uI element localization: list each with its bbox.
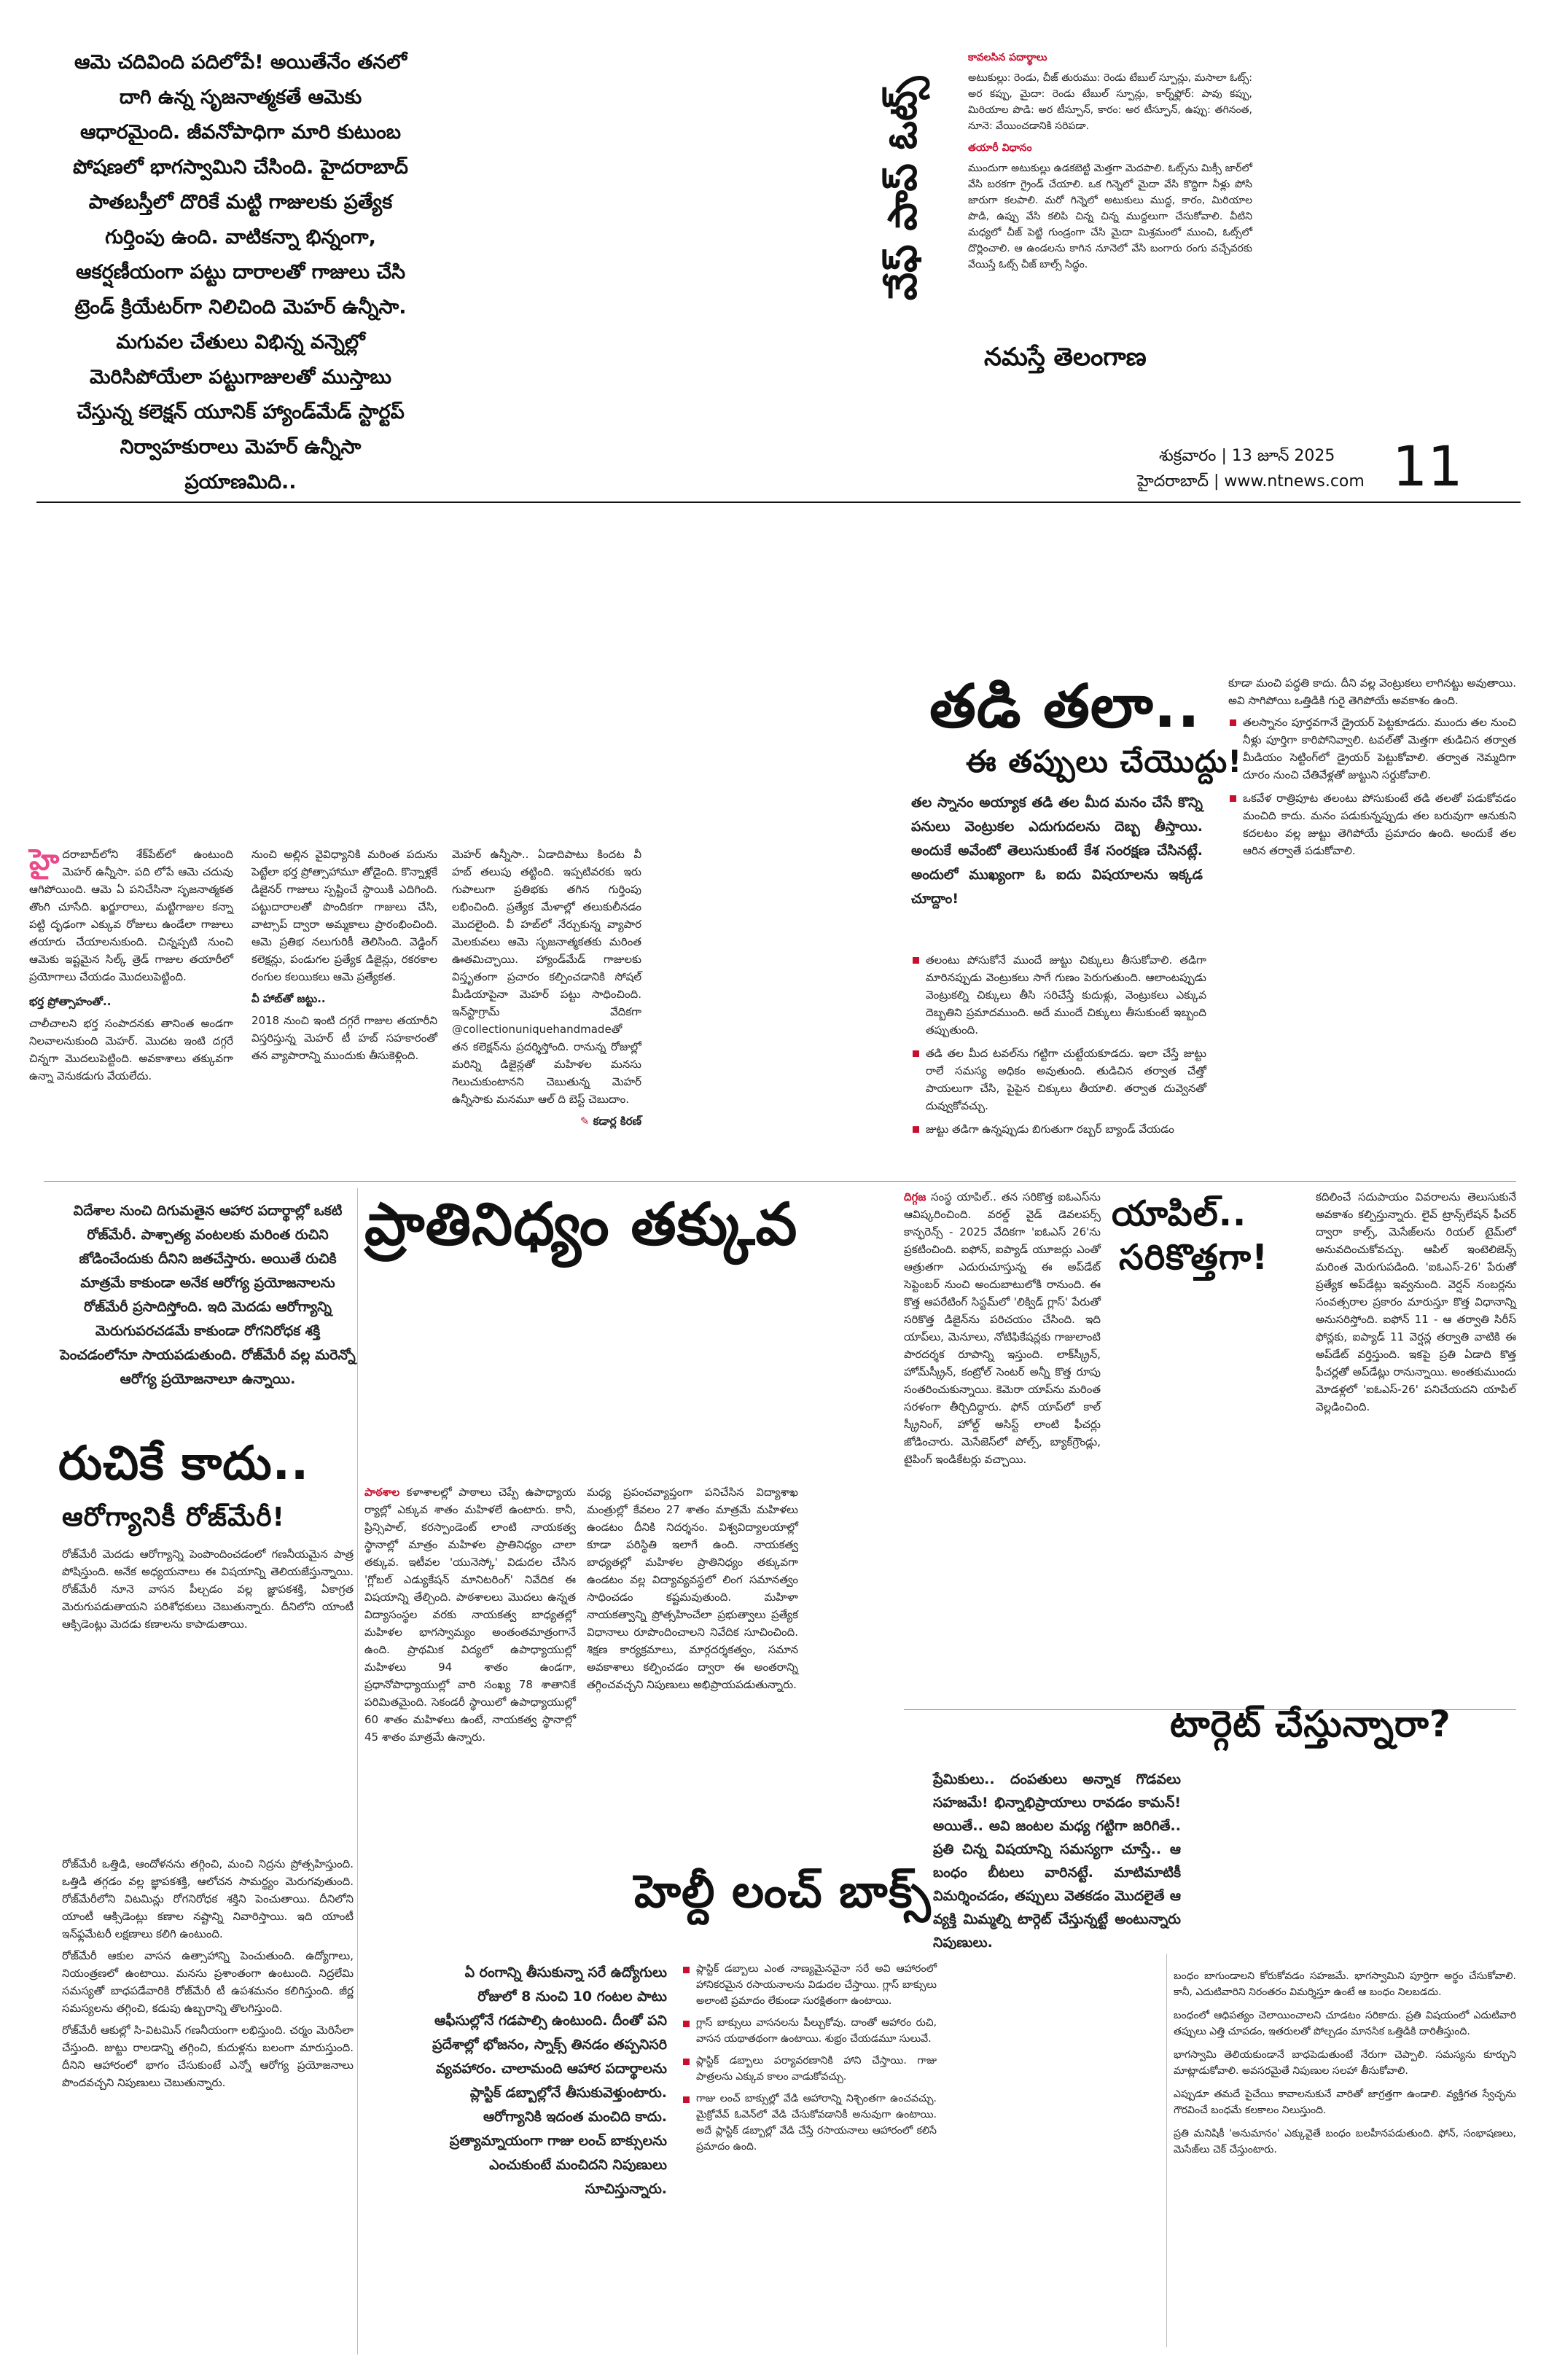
meher-col1-text xyxy=(29,843,233,986)
hair-bullet-4: తలస్నానం పూర్తవగానే డ్రైయర్ పెట్టకూడదు. ముందు తల నుంచి నీళ్లు పూర్తిగా కారిపోనివ్వాలి. టవల్‌తో మెత్తగా తుడిచిన తర్వాత మీడియం సెట్టింగ్‌లో డ్రైయర్ పెట్టుకోవాలి. తర్వాత నెమ్మదిగా దూరం నుంచి చేతివేళ్లతో జుట్టుని సర్దుకోవాలి. xyxy=(1228,714,1516,784)
lunch-bullet-4: గాజు లంచ్ బాక్సుల్లో వేడి ఆహారాన్ని నిశ్చింతగా ఉంచవచ్చు. మైక్రోవేవ్ ఓవెన్‌లో వేడి చేసుకోవడానికీ అనువుగా ఉంటాయి. అదే ప్లాస్టిక్ డబ్బాల్లో వేడి చేస్తే రసాయనాలు ఆహారంలో కలిసే ప్రమాదం ఉంది. xyxy=(682,2091,937,2155)
pen-icon: ✎ xyxy=(580,1115,593,1128)
method-text: ముందుగా అటుకుల్లు ఉడకబెట్టి మెత్తగా మెదపాలి. ఓట్స్‌ను మిక్సీ జార్‌లో వేసి బరకగా గ్రైండ్ చేయాలి. ఒక గిన్నెలో మైదా వేసి కొద్దిగా నీళ్లు పోసి జారుగా కలపాలి. మరో గిన్నెలో అటుకులు ముద్ద, కారం, మిరియాల పొడి, ఉప్పు వేసి కలిపి చిన్న చిన్న ముద్దలుగా చేసుకోవాలి. వీటిని మధ్యలో చీజ్ పెట్టి గుండ్రంగా చేసి మైదా మిశ్రమంలో ముంచి, ఓట్స్‌లో దొర్లించాలి. ఆ ఉండలను కాగిన నూనెలో వేసి బంగారు రంగు వచ్చేవరకు వేయిస్తే ఓట్స్ చీజ్ బాల్స్ సిద్ధం. xyxy=(968,163,1252,270)
meher-col1-body: దరాబాద్‌లోని శేక్‌పేట్‌లో ఉంటుంది మెహర్ ఉన్నీసా. పది లోపే ఆమె చదువు ఆగిపోయింది. ఆమె ఏ పనిచేసినా సృజనాత్మకత తొంగి చూసేది. ఖర్జూరాలు, మట్టిగాజుల కన్నా పట్టి దృఢంగా ఎక్కువ రోజులు ఉండేలా గాజులు తయారు చేయాలనుకుంది. చిన్నప్పటి నుంచి ఆమెకు ఇష్టమైన సిల్క్ త్రెడ్ గాజుల తయారీలో ప్రయోగాలు చేయడం మొదలుపెట్టింది. xyxy=(29,848,233,983)
apple-c2: కదిలించే సదుపాయం వివరాలను తెలుసుకునే అవకాశం కల్పిస్తున్నారు. లైవ్ ట్రాన్స్‌లేషన్ ఫీచర్ ద్వారా కాల్స్, మెసేజ్‌లను రియల్ టైమ్‌లో అనువదించుకోవచ్చు. ఆపిల్ ఇంటెలిజెన్స్ మరింత మెరుగుపడింది. 'ఐఓఎస్-26' పేరుతో ప్రత్యేక అప్‌డేట్లు ఇవ్వనుంది. వెర్షన్ నంబర్లను సంవత్సరాల ప్రకారం మారుస్తూ కొత్త విధానాన్ని అనుసరిస్తోంది. ఐఫోన్ 11 - ఆ తర్వాతి సిరీస్ ఫోన్లకు, ఐప్యాడ్ 11 వెర్షన్ల తర్వాతి వాటికి ఈ అప్‌డేట్ వర్తిస్తుంది. ఇకపై ప్రతి ఏడాది కొత్త ఫీచర్లతో అప్‌డేట్లు రానున్నాయి. అంతకుముందు మోడళ్లలో 'ఐఓఎస్-26' పనిచేయదని యాపిల్ వెల్లడించింది. xyxy=(1316,1190,1516,1413)
target-c5: ప్రతి మనిషికీ 'అనుమానం' ఎక్కువైతే బంధం బలహీనపడుతుంది. ఫోన్, సంభాషణలు, మెసేజ్‌లు చెక్ చేస్తుంటారు. xyxy=(1174,2128,1516,2155)
meher-col-1 xyxy=(29,843,233,1089)
rosemary-p4: రోజ్‌మేరీ ఆకుల్లో సి-విటమిన్ గణనీయంగా లభిస్తుంది. చర్మం మెరిసేలా చేస్తుంది. జుట్టు రాలడాన్ని తగ్గించి, కుదుళ్లను బలంగా మారుస్తుంది. దీనిని ఆహారంలో భాగం చేసుకుంటే ఎన్నో ఆరోగ్య ప్రయోజనాలు పొందవచ్చని నిపుణులు చెబుతున్నారు. xyxy=(62,2024,354,2089)
hair-lead: తల స్నానం అయ్యాక తడి తల మీద మనం చేసే కొన్ని పనులు వెంట్రుకల ఎదుగుదలను దెబ్బ తీస్తాయి. అందుకే అవేంటో తెలుసుకుంటే కేశ సంరక్షణ చేసినట్లే. అందులో ముఖ్యంగా ఓ ఐదు విషయాలను ఇక్కడ చూద్దాం! xyxy=(911,795,1203,907)
women-col-1 xyxy=(364,1483,576,1750)
divider-right xyxy=(1166,1954,1167,2347)
hair-bullet-1: తలంటు పోసుకోనే ముందే జుట్టు చిక్కులు తీసుకోవాలి. తడిగా మారినప్పుడు వెంట్రుకలు సాగే గుణం పెరుగుతుంది. ఆలాంటప్పుడు వెంట్రుకల్ని చిక్కులు తీసి సరిచేస్తే కుదుళ్లు, వెంట్రుకలు ఎక్కువ దెబ్బతిని ప్రమాదముంది. అదే ముందే చిక్కులు తీసుకుంటే ఇబ్బంది తప్పుతుంది. xyxy=(911,951,1206,1039)
recipe-title-text: వేఫ్ పాప్ ఓట్స్ xyxy=(879,76,926,301)
target-col-1 xyxy=(1174,1968,1516,2162)
apple-title-1: యాపిల్.. xyxy=(1112,1193,1247,1234)
apple-c1-body: సంస్థ యాపిల్.. తన సరికొత్త ఐఓఎస్‌ను ఆవిష్కరించింది. వరల్డ్ వైడ్ డెవలపర్స్ కాన్ఫరెన్స్ - 2025 వేదికగా 'ఐఓఎస్ 26'ను ప్రకటించింది. ఐఫోన్, ఐప్యాడ్ యూజర్లు ఎంతో ఆత్రుతగా ఎదురుచూస్తున్న ఈ అప్‌డేట్ సెప్టెంబర్ నుంచి అందుబాటులోకి రానుంది. ఈ కొత్త ఆపరేటింగ్ సిస్టమ్‌లో 'లిక్విడ్ గ్లాస్' పేరుతో సరికొత్త డిజైన్‌ను పరిచయం చేసింది. ఇది యాప్‌లు, మెనూలు, నోటిఫికేషన్లకు గాజులాంటి పారదర్శక రూపాన్ని ఇస్తుంది. లాక్‌స్క్రీన్, హోమ్‌స్క్రీన్, కంట్రోల్ సెంటర్ అన్నీ కొత్త రూపు సంతరించుకున్నాయి. కెమెరా యాప్‌ను మరింత సరళంగా తీర్చిదిద్దారు. ఫోన్ యాప్‌లో కాల్ స్క్రీనింగ్, హోల్డ్ అసిస్ట్ లాంటి ఫీచర్లు జోడించారు. మెసేజెస్‌లో పోల్స్, బ్యాక్‌గ్రౌండ్లు, టైపింగ్ ఇండికేటర్లు వచ్చాయి. xyxy=(904,1190,1101,1466)
hair-bullet-2: తడి తల మీద టవల్‌ను గట్టిగా చుట్టేయకూడదు. ఇలా చేస్తే జుట్టు రాలే సమస్య అధికం అవుతుంది. తుడిచిన తర్వాత చేత్తో పాయలుగా చేసి, పైపైన చిక్కులు తీయాలి. తర్వాత దువ్వెనతో దువ్వుకోవచ్చు. xyxy=(911,1045,1206,1115)
target-c1: బంధం బాగుండాలని కోరుకోవడం సహజమే. భాగస్వామిని పూర్తిగా అర్థం చేసుకోవాలి. కానీ, ఎదుటివారిని నిరంతరం విమర్శిస్తూ ఉంటే ఆ బంధం నిలబడదు. xyxy=(1174,1970,1516,1998)
header-date: శుక్రవారం | 13 జూన్ 2025 xyxy=(1159,447,1335,465)
mid-rule-right xyxy=(911,1181,1516,1182)
lunch-bullet-2: గ్లాస్ బాక్సులు వాసనలను పీల్చుకోవు. దాంతో ఆహారం రుచి, వాసన యథాతథంగా ఉంటాయి. శుభ్రం చేయడమూ సులువే. xyxy=(682,2015,937,2047)
rosemary-title-1: రుచికే కాదు.. xyxy=(58,1437,310,1491)
meher-sub1: భర్త ప్రోత్సాహంతో.. xyxy=(29,995,112,1008)
women-c1 xyxy=(364,1483,576,1746)
lunch-bullet-3: ప్లాస్టిక్ డబ్బాలు పర్యావరణానికి హాని చేస్తాయి. గాజు పాత్రలను ఎక్కువ కాలం వాడుకోవచ్చు. xyxy=(682,2053,937,2085)
women-c1-body: కళాశాలల్లో పాఠాలు చెప్పే ఉపాధ్యాయ ర్యాల్లో ఎక్కువ శాతం మహిళలే ఉంటారు. కానీ, ప్రిన్సిపాల్, కరస్పాండెంట్ లాంటి నాయకత్వ స్థానాల్లో మాత్రం మహిళల ప్రాతినిధ్యం చాలా తక్కువ. ఇటీవల 'యునెస్కో' విడుదల చేసిన 'గ్లోబల్ ఎడ్యుకేషన్ మానిటరింగ్' నివేదిక ఈ విషయాన్ని తేల్చింది. పాఠశాలలు మొదలు ఉన్నత విద్యాసంస్థల వరకు నాయకత్వ బాధ్యతల్లో మహిళల భాగస్వామ్యం అంతంతమాత్రంగానే ఉంది. ప్రాథమిక విద్యలో ఉపాధ్యాయుల్లో మహిళలు 94 శాతం ఉండగా, ప్రధానోపాధ్యాయుల్లో వారి సంఖ్య 78 శాతానికే పరిమితమైంది. సెకండరీ స్థాయిలో ఉపాధ్యాయుల్లో 60 శాతం మహిళలు ఉంటే, నాయకత్వ స్థానాల్లో 45 శాతం మాత్రమే ఉన్నారు. xyxy=(364,1486,576,1744)
meher-author xyxy=(452,1112,641,1130)
lunch-bullet-1: ప్లాస్టిక్ డబ్బాలు ఎంత నాణ్యమైనవైనా సరే అవి ఆహారంలో హానికరమైన రసాయనాలను విడుదల చేస్తాయి. గ్లాస్ బాక్సులు అలాంటి ప్రమాదం లేకుండా సురక్షితంగా ఉంటాయి. xyxy=(682,1961,937,2009)
recipe-body xyxy=(968,50,1252,277)
meher-col3-text: మెహర్ ఉన్నీసా.. ఏడాదిపాటు కిందట వీ హబ్ తలుపు తట్టింది. ఇప్పటివరకు ఇరు గుపాలుగా ప్రతిభకు తగిన గుర్తింపు లభించింది. ప్రత్యేక మేళాల్లో తలుకులీనడం మొదలైంది. వీ హబ్‌లో నేర్చుకున్న వ్యాపార మెలకువలు ఆమె సృజనాత్మకతకు మరింత ఊతమిచ్చాయి. హ్యాండ్‌మేడ్ గాజులకు విస్తృతంగా ప్రచారం కల్పించడానికి సోషల్ మీడియాపైనా మెహర్ పట్టు సాధించింది. ఇన్‌స్టాగ్రామ్ వేదికగా @collectionuniquehandmadeతో తన కలెక్షన్‌ను ప్రదర్శిస్తోంది. రానున్న రోజుల్లో మరిన్ని డిజైన్లతో మహిళల మనసు గెలుచుకుంటానని చెబుతున్న మెహర్ ఉన్నీసాకు మనమూ ఆల్ ది బెస్ట్ చెబుదాం. xyxy=(452,848,641,1106)
ingredients-text: అటుకుల్లు: రెండు, చీజ్ తురుము: రెండు టేబుల్ స్పూన్లు, మసాలా ఓట్స్: అర కప్పు, మైదా: రెండు టేబుల్ స్పూన్లు, కార్న్‌ఫ్లోర్: పావు కప్పు, మిరియాల పొడి: అర టీస్పూన్, కారం: అర టీస్పూన్, ఉప్పు: తగినంత, నూనె: వేయించడానికి సరిపడా. xyxy=(968,72,1252,132)
target-c3: భాగస్వామి తెలియకుండానే బాధపెడుతుంటే నేరుగా చెప్పాలి. సమస్యను కూర్చుని మాట్లాడుకోవాలి. అవసరమైతే నిపుణుల సలహా తీసుకోవాలి. xyxy=(1174,2049,1516,2077)
divider-left xyxy=(357,1188,358,2354)
rosemary-body-1 xyxy=(62,1545,354,1637)
header-site: హైదరాబాద్ | www.ntnews.com xyxy=(1137,472,1365,491)
apple-col-1 xyxy=(904,1188,1101,1472)
dropcap: హై xyxy=(29,843,60,877)
apple-label: దిగ్గజ xyxy=(904,1190,926,1203)
page-number: 11 xyxy=(1392,434,1463,499)
rosemary-p1: రోజ్‌మేరీ మెదడు ఆరోగ్యాన్ని పెంపొందించడంలో గణనీయమైన పాత్ర పోషిస్తుంది. అనేక అధ్యయనాలు ఈ విషయాన్ని తెలియజేస్తున్నాయి. రోజ్‌మేరీ నూనె వాసన పీల్చడం వల్ల జ్ఞాపకశక్తి, ఏకాగ్రత మెరుగుపడుతాయని పరిశోధకులు చెబుతున్నారు. దీనిలోని యాంటీ ఆక్సిడెంట్లు మెదడు కణాలను కాపాడుతాయి. xyxy=(62,1548,354,1631)
recipe-vertical-title xyxy=(867,29,948,335)
hair-bullet-list-2 xyxy=(1228,714,1516,859)
hair-right-col xyxy=(1228,674,1516,865)
rosemary-title-2: ఆరోగ్యానికీ రోజ్‌మేరీ! xyxy=(62,1502,285,1532)
masthead: నమస్తే తెలంగాణ xyxy=(984,343,1147,372)
rosemary-body-2 xyxy=(62,1855,354,2096)
women-label: పాఠశాల xyxy=(364,1486,400,1499)
rosemary-p3: రోజ్‌మేరీ ఆకుల వాసన ఉత్సాహాన్ని పెంచుతుంది. ఉద్యోగాలు, నియంత్రణలో ఉంటాయి. మనసు ప్రశాంతంగా ఉంటుంది. నిద్రలేమి సమస్యతో బాధపడేవారికి రోజ్‌మేరీ టీ ఉపశమనం కలిగిస్తుంది. జీర్ణ సమస్యలను తగ్గించి, కడుపు ఉబ్బరాన్ని తొలగిస్తుంది. xyxy=(62,1949,354,2015)
header-rule xyxy=(36,502,1521,503)
hair-right-text: కూడా మంచి పద్ధతి కాదు. దీని వల్ల వెంట్రుకలు లాగినట్టు అవుతాయి. అవి సాగిపోయి ఒత్తిడికి గురై తెగిపోయే అవకాశం ఉంది. xyxy=(1228,676,1516,707)
meher-col2b: 2018 నుంచి ఇంటి దగ్గరే గాజుల తయారీని విస్తరిస్తున్న మెహర్ టీ హబ్ సహకారంతో తన వ్యాపారాన్ని ముందుకు తీసుకెళ్లింది. xyxy=(251,1014,437,1062)
hair-title-2: ఈ తప్పులు చేయొద్దు! xyxy=(966,744,1243,779)
mid-rule xyxy=(44,1181,911,1182)
apple-c1 xyxy=(904,1188,1101,1468)
hair-bullets xyxy=(911,951,1206,1144)
ingredients-heading: కావలసిన పదార్థాలు xyxy=(968,52,1047,63)
target-title: టార్గెట్ చేస్తున్నారా? xyxy=(1170,1703,1451,1745)
women-title: ప్రాతినిధ్యం తక్కువ xyxy=(364,1190,798,1258)
method-heading: తయారీ విధానం xyxy=(968,142,1032,154)
apple-title-2: సరికొత్తగా! xyxy=(1119,1237,1268,1278)
women-col-2 xyxy=(587,1483,798,1698)
meher-sub2: వీ హాబ్‌తో జట్టు.. xyxy=(251,992,326,1005)
target-c4: ఎప్పుడూ తమదే పైచేయి కావాలనుకునే వారితో జాగ్రత్తగా ఉండాలి. వ్యక్తిగత స్వేచ్ఛను గౌరవించే బంధమే కలకాలం నిలుస్తుంది. xyxy=(1174,2088,1516,2116)
lunch-bullet-list xyxy=(682,1961,937,2155)
lunch-title: హెల్దీ లంచ్ బాక్స్ xyxy=(634,1865,932,1918)
lunch-lead: ఏ రంగాన్ని తీసుకున్నా సరే ఉద్యోగులు రోజులో 8 నుంచి 10 గంటల పాటు ఆఫీసుల్లోనే గడపాల్సి ఉంటుంది. దీంతో పని ప్రదేశాల్లో భోజనం, స్నాక్స్ తినడం తప్పనిసరి వ్యవహారం. చాలామంది ఆహార పదార్థాలను ప్లాస్టిక్ డబ్బాల్లోనే తీసుకువెళ్తుంటారు. ఆరోగ్యానికి ఇదంత మంచిది కాదు. ప్రత్యామ్నాయంగా గాజు లంచ్ బాక్సులను ఎంచుకుంటే మంచిదని నిపుణులు సూచిస్తున్నారు. xyxy=(432,1965,667,2197)
meher-col2-text: నుంచి అల్లిన వైవిధ్యానికి మరింత పదును పెట్టేలా భర్త ప్రోత్సాహామూ తోడైంది. కొన్నాళ్లకే డిజైనర్ గాజులు స్పష్టించే స్థాయికి ఎదిగింది. పట్టుదారాలతో పొందికగా గాజులు చేసి, వాట్సాప్ ద్వారా అమ్మకాలు ప్రారంభించింది. ఆమె ప్రతిభ నలుగురికీ తెలిసింది. వెడ్డింగ్ కలెక్షన్లు, పండుగల ప్రత్యేక డిజైన్లు, రకరకాల రంగుల కలయికలు ఆమె ప్రత్యేకత. xyxy=(251,848,437,983)
lunch-bullets xyxy=(682,1961,937,2161)
meher-col-2 xyxy=(251,846,437,1069)
hair-bullet-list xyxy=(911,951,1206,1138)
intro-text: ఆమె చదివింది పదిలోపే! అయితేనేం తనలో దాగి ఉన్న సృజనాత్మకతే ఆమెకు ఆధారమైంది. జీవనోపాధిగా మారి కుటుంబ పోషణలో భాగస్వామిని చేసింది. హైదరాబాద్ పాతబస్తీలో దొరికే మట్టి గాజులకు ప్రత్యేక గుర్తింపు ఉంది. వాటికన్నా భిన్నంగా, ఆకర్షణీయంగా పట్టు దారాలతో గాజులు చేసి ట్రెండ్ క్రియేటర్‌గా నిలిచింది మెహర్ ఉన్నీసా. మగువల చేతులు విభిన్న వన్నెల్లో మెరిసిపోయేలా పట్టుగాజులతో ముస్తాబు చేస్తున్న కలెక్షన్ యూనిక్ హ్యాండ్‌మేడ్ స్టార్టప్ నిర్వాహకురాలు మెహర్ ఉన్నీసా ప్రయాణమిది.. xyxy=(73,51,408,493)
women-c2: మధ్య ప్రపంచవ్యాప్తంగా పనిచేసిన విద్యాశాఖ మంత్రుల్లో కేవలం 27 శాతం మాత్రమే మహిళలు ఉండటం దీనికి నిదర్శనం. విశ్వవిద్యాలయాల్లో కూడా పరిస్థితి ఇలాగే ఉంది. నాయకత్వ బాధ్యతల్లో మహిళల ప్రాతినిధ్యం తక్కువగా ఉండటం వల్ల విద్యావ్యవస్థలో లింగ సమానత్వం సాధించడం కష్టమవుతుంది. మహిళా నాయకత్వాన్ని ప్రోత్సహించేలా ప్రభుత్వాలు ప్రత్యేక విధానాలు రూపొందించాలని నివేదిక సూచించింది. శిక్షణ కార్యక్రమాలు, మార్గదర్శకత్వం, సమాన అవకాశాలు కల్పించడం ద్వారా ఈ అంతరాన్ని తగ్గించవచ్చని నిపుణులు అభిప్రాయపడుతున్నారు. xyxy=(587,1486,798,1691)
rosemary-lead: విదేశాల నుంచి దిగుమతైన ఆహార పదార్థాల్లో ఒకటి రోజ్‌మేరీ. పాశ్చాత్య వంటలకు మరింత రుచిని జోడించేందుకు దీనిని జతచేస్తారు. అయితే రుచికి మాత్రమే కాకుండా అనేక ఆరోగ్య ప్రయోజనాలను రోజ్‌మేరీ ప్రసాదిస్తోంది. ఇది మెదడు ఆరోగ్యాన్ని మెరుగుపరచడమే కాకుండా రోగనిరోధక శక్తి పెంచడంలోనూ సాయపడుతుంది. రోజ్‌మేరీ వల్ల మరెన్నో ఆరోగ్య ప్రయోజనాలూ ఉన్నాయి. xyxy=(60,1203,356,1387)
apple-col-2 xyxy=(1316,1188,1516,1420)
hair-title-1: తడి తలా.. xyxy=(929,672,1201,741)
meher-col1b: చాలీచాలని భర్త సంపాదనకు తానింత అండగా నిలవాలనుకుంది మెహర్. మొదట ఇంటి దగ్గరే చిన్నగా మొదలుపెట్టింది. అవకాశాలు తక్కువగా ఉన్నా వెనుకడుగు వేయలేదు. xyxy=(29,1017,233,1082)
meher-author-name: కడార్ల కిరణ్ xyxy=(593,1115,641,1128)
rosemary-p2: రోజ్‌మేరీ ఒత్తిడి, ఆందోళనను తగ్గించి, మంచి నిద్రను ప్రోత్సహిస్తుంది. ఒత్తిడి తగ్గడం వల్ల జ్ఞాపకశక్తి, ఆలోచన సామర్థ్యం మెరుగవుతుంది. రోజ్‌మేరీలోని విటమిన్లు రోగనిరోధక శక్తిని పెంచుతాయి. దీనిలోని యాంటీ ఆక్సిడెంట్లు కణాల నష్టాన్ని నివారిస్తాయి. ఇది యాంటీ ఇన్‌ఫ్లమేటరీ లక్షణాలు కలిగి ఉంటుంది. xyxy=(62,1857,354,1940)
hair-bullet-3: జుట్టు తడిగా ఉన్నప్పుడు బిగుతుగా రబ్బర్ బ్యాండ్ వేయడం xyxy=(911,1120,1206,1138)
meher-col-3 xyxy=(452,846,641,1134)
hair-bullet-5: ఒకవేళ రాత్రిపూట తలంటు పోసుకుంటే తడి తలతో పడుకోవడం మంచిది కాదు. మనం పడుకున్నప్పుడు తల బరువుగా ఆనుకుని కదలటం వల్ల జుట్టు తెగిపోయే ప్రమాదం ఉంది. అందుకే తల ఆరిన తర్వాతే పడుకోవాలి. xyxy=(1228,789,1516,859)
target-c2: బంధంలో ఆధిపత్యం చెలాయించాలని చూడటం సరికాదు. ప్రతి విషయంలో ఎదుటివారి తప్పులు ఎత్తి చూపడం, ఇతరులతో పోల్చడం మానసిక ఒత్తిడికి దారితీస్తుంది. xyxy=(1174,2010,1516,2037)
target-body: ప్రేమికులు.. దంపతులు అన్నాక గొడవలు సహజమే! భిన్నాభిప్రాయాలు రావడం కామన్! అయితే.. అవి జంటల మధ్య గట్టిగా జరిగితే.. ప్రతి చిన్న విషయాన్ని సమస్యగా చూస్తే.. ఆ బంధం బీటలు వారినట్టే. మాటిమాటికీ విమర్శించడం, తప్పులు వెతకడం మొదలైతే ఆ వ్యక్తి మిమ్మల్ని టార్గెట్ చేస్తున్నట్టే అంటున్నారు నిపుణులు. xyxy=(933,1771,1181,1951)
